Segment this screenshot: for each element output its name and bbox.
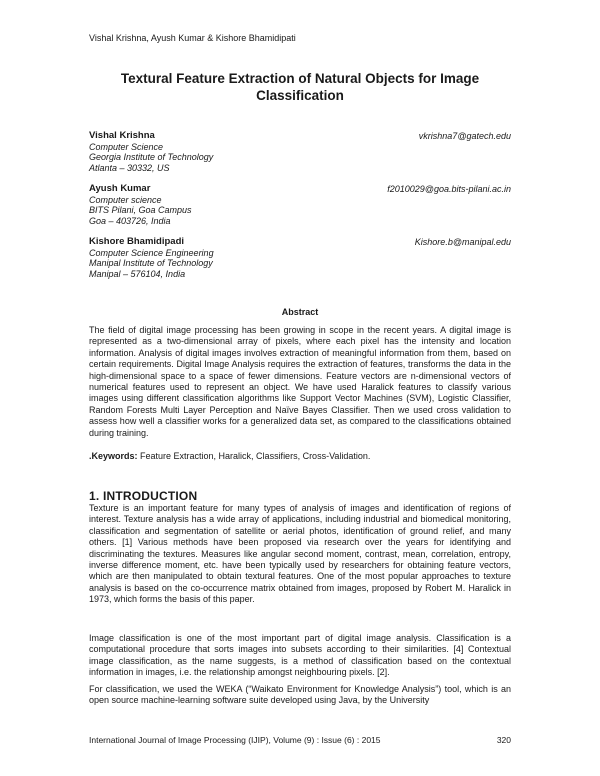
- keywords-label: .Keywords:: [89, 451, 138, 461]
- author-email[interactable]: Kishore.b@manipal.edu: [414, 237, 511, 247]
- author-affiliation: Georgia Institute of Technology: [89, 152, 214, 162]
- author-affiliation: Goa – 403726, India: [89, 215, 171, 226]
- footer-journal: International Journal of Image Processing (IJIP), Volume (9) : Issue (6) : 2015: [89, 735, 381, 745]
- author-name: Kishore Bhamidipadi: [89, 236, 185, 247]
- keywords-text: Feature Extraction, Haralick, Classifiers, Cross-Validation.: [137, 451, 371, 461]
- author-affiliation: Computer science: [89, 194, 162, 205]
- author-email[interactable]: vkrishna7@gatech.edu: [418, 131, 511, 141]
- abstract-text: The field of digital image processing has been growing in scope in the recent years. A digital image is represented as a two-dimensional array of pixels, where each pixel has the intensity and location information. Analysis of digital images involves extraction of meaningful information from them, based on certain requirements. Digital Image Analysis requires the extraction of features, transforms the data in the high-dimensional space to a space of fewer dimensions. Feature vectors are n-dimensional vectors of numerical features used to represent an object. We have used Haralick features to classify various images using different classification algorithms like Support Vector Machines (SVM), Logistic Classifier, Random Forests Multi Layer Perception and Naïve Bayes Classifier. Then we used cross validation to assess how well a classifier works for a generalized data set, as compared to the classifications obtained during training.: [89, 325, 511, 438]
- author-affiliation: Computer Science: [89, 141, 164, 152]
- author-block: [89, 237, 511, 279]
- author-name: Vishal Krishna: [89, 130, 155, 141]
- author-name: Ayush Kumar: [89, 183, 151, 194]
- intro-paragraph: Texture is an important feature for many types of analysis of images and identification of regions of interest. Texture analysis has a wide array of applications, including industrial and biomedical monitoring, classification and segmentation of satellite or aerial photos, identification of ground relief, and many others. [1] Various methods have been proposed via research over the years for identifying and discriminating the textures. Measures like angular second moment, contrast, mean, correlation, entropy, inverse difference moment, etc. have been typically used by researchers for obtaining feature vectors, which are then manipulated to obtain textural features. One of the most popular approaches to texture analysis is based on the co-occurrence matrix obtained from images, proposed by Robert M. Haralick in 1973, which forms the basis of this paper.: [89, 503, 511, 605]
- running-head: Vishal Krishna, Ayush Kumar & Kishore Bhamidipati: [89, 33, 296, 43]
- paper-title: Textural Feature Extraction of Natural Objects for Image Classification: [120, 71, 480, 103]
- keywords: [89, 451, 511, 461]
- intro-paragraph: For classification, we used the WEKA (“Waikato Environment for Knowledge Analysis”) tool, which is an open source machine-learning software suite developed using Java, by the University: [89, 684, 511, 706]
- author-affiliation: Computer Science Engineering: [89, 247, 214, 258]
- author-affiliation: BITS Pilani, Goa Campus: [89, 205, 192, 215]
- page-number: 320: [496, 735, 511, 745]
- author-affiliation: Manipal Institute of Technology: [89, 258, 213, 268]
- author-email[interactable]: f2010029@goa.bits-pilani.ac.in: [387, 184, 511, 194]
- abstract-heading: Abstract: [281, 307, 319, 317]
- author-affiliation: Atlanta – 30332, US: [89, 162, 170, 173]
- intro-paragraph: Image classification is one of the most important part of digital image analysis. Classification is a computational procedure that sorts images into subsets according to their similarities. [4] Contextual image classification, as the name suggests, is a method of classification based on the contextual information in images, i.e. the relationship amongst neighbouring pixels. [2].: [89, 633, 511, 678]
- author-block: [89, 184, 511, 226]
- author-affiliation: Manipal – 576104, India: [89, 268, 186, 279]
- author-block: [89, 131, 511, 173]
- section-heading: 1. INTRODUCTION: [89, 489, 198, 503]
